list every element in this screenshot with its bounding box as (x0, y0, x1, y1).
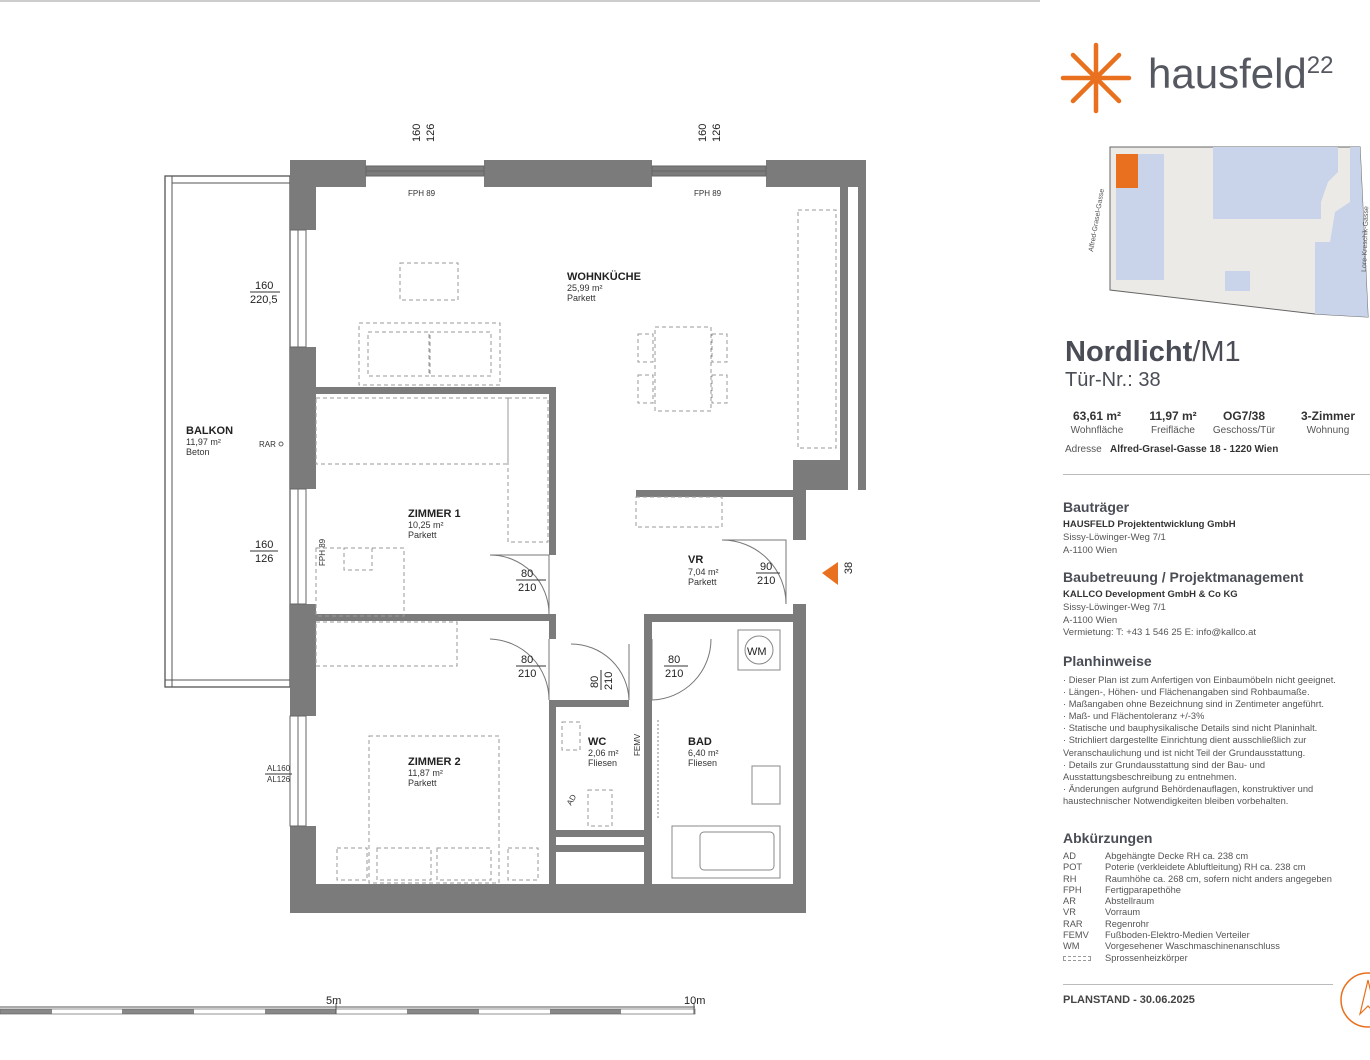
room-zimmer2 (408, 756, 461, 788)
svg-text:210: 210 (757, 575, 776, 587)
divider (1063, 984, 1333, 985)
svg-text:FPH 89: FPH 89 (694, 189, 722, 198)
svg-text:126: 126 (255, 553, 274, 565)
svg-text:210: 210 (665, 668, 684, 680)
stat-wohnflaeche: 63,61 m² Wohnfläche (1070, 409, 1124, 436)
note-item: · Maß- und Flächentoleranz +/-3% (1063, 711, 1205, 722)
abbr-row: AD Abgehängte Decke RH ca. 238 cm (1063, 851, 1249, 861)
svg-text:90: 90 (760, 561, 773, 573)
developer-heading: Bauträger (1063, 499, 1130, 515)
svg-text:210: 210 (603, 671, 615, 690)
brand-name: hausfeld$^{22}$ (1148, 50, 1334, 97)
compass-icon (1338, 970, 1370, 1030)
rar-label: RAR (259, 440, 276, 449)
radiator-icon (1063, 956, 1091, 961)
room-floor: Parkett (567, 293, 596, 303)
room-balkon (186, 425, 233, 457)
svg-text:160: 160 (697, 123, 709, 142)
unit-title: Nordlicht/M1 (1065, 336, 1241, 368)
management-info: KALLCO Development GmbH & Co KG Sissy-Löwinger-Weg 7/1 A-1100 Wien Vermietung: T: +43 1 546 25 E: info@kallco.at (1063, 589, 1256, 639)
furniture (316, 210, 836, 883)
svg-text:AL126: AL126 (267, 775, 291, 784)
abbr-row: AR Abstellraum (1063, 896, 1155, 907)
room-name: BAD (688, 736, 712, 748)
room-wohnkueche (567, 270, 641, 303)
room-vr (688, 554, 719, 587)
svg-text:160: 160 (255, 539, 274, 551)
wm-label: WM (747, 646, 767, 658)
developer-info: HAUSFELD Projektentwicklung GmbH Sissy-Löwinger-Weg 7/1 A-1100 Wien (1063, 519, 1236, 556)
street-left-label: Alfred-Grasel-Gasse (1088, 188, 1107, 253)
svg-text:126: 126 (425, 123, 437, 142)
door-bad-dims (664, 654, 688, 680)
room-floor: Beton (186, 447, 210, 457)
room-wc (588, 736, 619, 768)
abbr-row: Sprossenheizkörper (1063, 953, 1332, 964)
room-floor: Fliesen (688, 758, 718, 768)
room-bad (688, 736, 719, 768)
room-name: VR (688, 554, 704, 566)
note-item: · Änderungen aufgrund Behördenauflagen, konstruktiver und haustechnischer Notwendigkeiten bleiben vorbehalten. (1063, 783, 1314, 806)
door-zimmer2-dims (516, 654, 546, 680)
room-area: 7,04 m² (688, 567, 719, 577)
abbr-row: RAR Regenrohr (1063, 918, 1149, 929)
scale-end-label: 10m (684, 995, 706, 1007)
z1-window-dims (250, 538, 327, 566)
ad-label: AD (564, 792, 579, 807)
abbreviations-heading: Abkürzungen (1063, 830, 1153, 846)
brand-logo-icon (1060, 42, 1132, 114)
notes-list (1063, 674, 1363, 807)
svg-text:AL160: AL160 (267, 764, 291, 773)
entry-arrow (822, 562, 838, 585)
door-wc-dims (589, 670, 615, 690)
entry-number: 38 (843, 561, 855, 575)
scale-mid-label: 5m (326, 995, 342, 1007)
notes-heading: Planhinweise (1063, 653, 1152, 669)
scale-bar (0, 995, 705, 1014)
room-floor: Parkett (408, 530, 437, 540)
room-floor: Parkett (408, 778, 437, 788)
note-item: · Maßangaben ohne Bezeichnung sind in Zentimeter angeführt. (1063, 699, 1325, 710)
stat-freiflaeche: 11,97 m² Freifläche (1149, 409, 1197, 436)
femv-label: FEMV (633, 733, 642, 756)
abbr-row: VR Vorraum (1063, 907, 1141, 918)
room-name: WOHNKÜCHE (567, 271, 641, 283)
room-name: WC (588, 736, 607, 748)
room-floor: Parkett (688, 577, 717, 587)
stat-geschoss: OG7/38 Geschoss/Tür (1212, 409, 1276, 436)
svg-text:210: 210 (518, 582, 537, 594)
note-item: · Strichliert dargestellte Einrichtung dient ausschließlich zur Veranschaulichung und ist nicht Teil der Grundausstattung. (1063, 735, 1307, 758)
room-zimmer1 (408, 508, 461, 540)
note-item: · Längen-, Höhen- und Flächenangaben sind Rohbaumaße. (1063, 687, 1310, 698)
svg-text:80: 80 (589, 675, 601, 688)
note-item: · Details zur Grundausstattung sind der Bau- und Ausstattungsbeschreibung zu entnehmen. (1063, 759, 1266, 782)
svg-text:80: 80 (521, 568, 534, 580)
divider (1063, 474, 1370, 475)
door-zimmer1-dims (516, 568, 546, 594)
balcony-door-dims (250, 280, 280, 306)
room-area: 2,06 m² (588, 748, 619, 758)
svg-text:160: 160 (411, 123, 423, 142)
note-item: · Dieser Plan ist zum Anfertigen von Einbaumöbeln nicht geeignet. (1063, 675, 1336, 685)
abbr-row: WM Vorgesehener Waschmaschinenanschluss (1063, 941, 1280, 952)
abbr-row: FEMV Fußboden-Elektro-Medien Verteiler (1063, 930, 1250, 941)
abbr-row: POT Poterie (verkleidete Abluftleitung) RH ca. 238 cm (1063, 862, 1306, 873)
svg-text:220,5: 220,5 (250, 294, 278, 306)
room-floor: Fliesen (588, 758, 618, 768)
note-item: · Statische und bauphysikalische Details sind nicht Planinhalt. (1063, 723, 1318, 734)
door-entry-dims (756, 561, 780, 587)
svg-text:FPH 89: FPH 89 (408, 189, 436, 198)
abbr-row: RH Raumhöhe ca. 268 cm, sofern nicht anders angegeben (1063, 873, 1332, 884)
room-area: 11,87 m² (408, 768, 443, 778)
svg-text:80: 80 (521, 654, 534, 666)
door-number: Tür-Nr.: 38 (1065, 369, 1161, 391)
svg-text:126: 126 (711, 123, 723, 142)
room-area: 11,97 m² (186, 437, 221, 447)
svg-text:160: 160 (255, 280, 274, 292)
management-heading: Baubetreuung / Projektmanagement (1063, 569, 1304, 585)
room-name: ZIMMER 2 (408, 756, 461, 768)
z2-window-dims (265, 764, 292, 784)
abbreviations-list (1063, 851, 1332, 964)
address: Adresse Alfred-Grasel-Gasse 18 - 1220 Wien (1065, 444, 1279, 455)
room-area: 6,40 m² (688, 748, 719, 758)
room-name: BALKON (186, 425, 234, 437)
room-area: 10,25 m² (408, 520, 444, 530)
abbr-row: FPH Fertigparapethöhe (1063, 884, 1181, 895)
room-name: ZIMMER 1 (408, 508, 461, 520)
stat-zimmer: 3-Zimmer Wohnung (1300, 409, 1356, 436)
svg-text:210: 210 (518, 668, 537, 680)
street-right-label: Lore-Kreschik-Gasse (1361, 206, 1370, 273)
svg-text:80: 80 (668, 654, 681, 666)
svg-text:FPH 89: FPH 89 (318, 538, 327, 566)
planstand: PLANSTAND - 30.06.2025 (1063, 994, 1195, 1006)
site-plan (1070, 142, 1370, 322)
room-area: 25,99 m² (567, 283, 603, 293)
